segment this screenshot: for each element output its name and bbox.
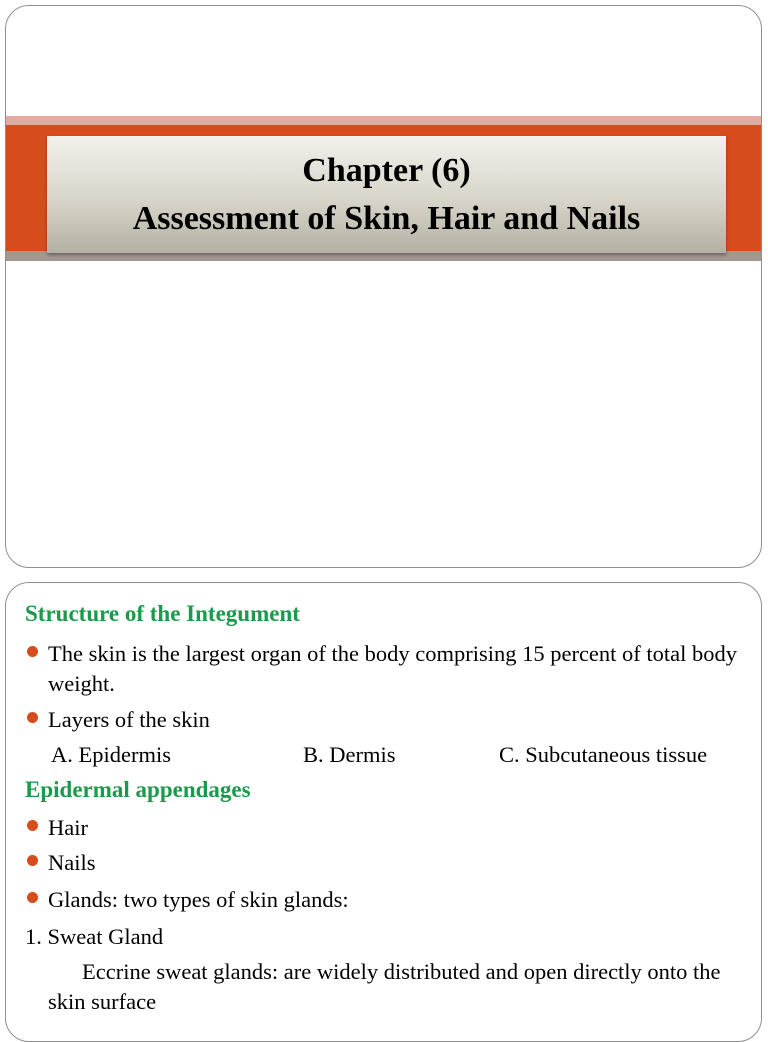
chapter-title: Chapter (6): [302, 151, 471, 189]
bullet-item: [48, 848, 741, 878]
bullet-item: [48, 639, 741, 699]
banner-top-stripe: [6, 116, 761, 125]
title-slide: [5, 5, 762, 568]
bullet-item: [48, 885, 741, 915]
bullet-text: Glands: two types of skin glands:: [48, 887, 349, 912]
bullet-dot-icon: [27, 892, 38, 903]
bullet-item: [48, 705, 741, 735]
layer-item-dermis: B. Dermis: [303, 742, 396, 767]
content-slide: [5, 582, 762, 1042]
bullet-dot-icon: [27, 820, 38, 831]
chapter-subtitle: Assessment of Skin, Hair and Nails: [132, 199, 641, 237]
layer-item-epidermis: A. Epidermis: [51, 742, 171, 767]
bullet-dot-icon: [27, 855, 38, 866]
section-heading-structure: Structure of the Integument: [25, 601, 300, 626]
layer-item-subcutaneous: C. Subcutaneous tissue: [499, 742, 708, 767]
bullet-dot-icon: [27, 646, 38, 657]
section-heading-appendages: Epidermal appendages: [25, 777, 251, 802]
title-box: [47, 136, 726, 253]
eccrine-description: Eccrine sweat glands: are widely distributed and open directly onto the skin surface: [48, 959, 721, 1014]
bullet-item: [48, 813, 741, 843]
bullet-text: Nails: [48, 850, 96, 875]
bullet-dot-icon: [27, 712, 38, 723]
bullet-text: Layers of the skin: [48, 707, 210, 732]
bullet-text: The skin is the largest organ of the body comprising 15 percent of total body weight.: [48, 641, 738, 696]
sweat-gland-label: 1. Sweat Gland: [25, 924, 164, 949]
bullet-text: Hair: [48, 815, 88, 840]
